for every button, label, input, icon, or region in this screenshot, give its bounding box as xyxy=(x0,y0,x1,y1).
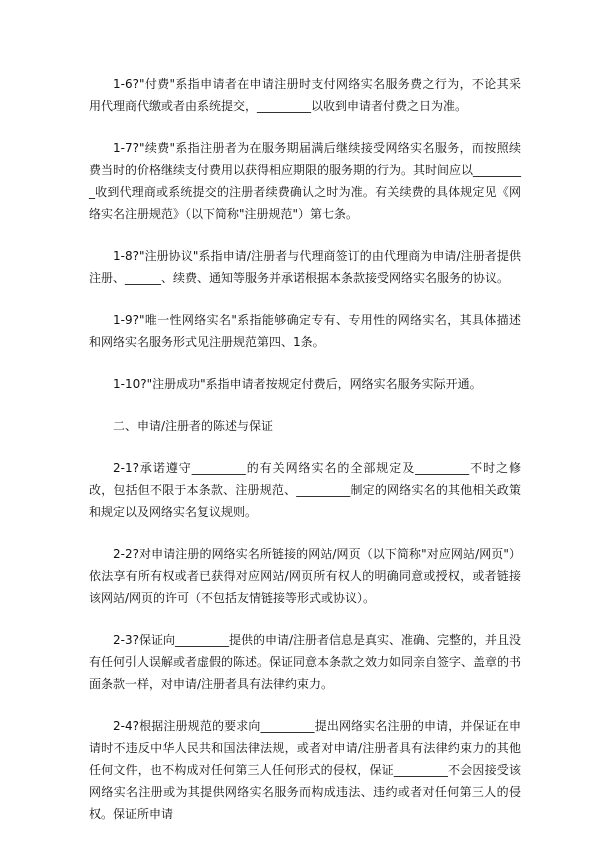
paragraph-1-6: 1-6?"付费"系指申请者在申请注册时支付网络实名服务费之行为，不论其采用代理商代缴或者由系统提交，_________以收到申请者付费之日为准。 xyxy=(89,77,521,113)
paragraph-1-7: 1-7?"续费"系指注册者为在服务期届满后继续接受网络实名服务，而按照续费当时的价格继续支付费用以获得相应期限的服务期的行为。其时间应以_________收到代理商或系统提交的注册者续费确认之时为准。有关续费的具体规定见《网络实名注册规范》（以下简称"注册规范"）第七条。 xyxy=(89,141,522,221)
paragraph-2-3: 2-3?保证向_________提供的申请/注册者信息是真实、准确、完整的，并且没有任何引人误解或者虚假的陈述。保证同意本条款之效力如同亲自签字、盖章的书面条款一样，对申请/注册者具有法律约束力。 xyxy=(89,633,522,691)
paragraph-1-8: 1-8?"注册协议"系指申请/注册者与代理商签订的由代理商为申请/注册者提供注册、______、续费、通知等服务并承诺根据本条款接受网络实名服务的协议。 xyxy=(89,249,521,285)
document-body xyxy=(89,73,521,845)
paragraph-2-4: 2-4?根据注册规范的要求向_________提出网络实名注册的申请，并保证在申请时不违反中华人民共和国法律法规，或者对申请/注册者具有法律约束力的其他任何文件，也不构成对任何第三人任何形式的侵权，保证_________不会因接受该网络实名注册或为其提供网络实名服务而构成违法、违约或者对任何第三人的侵权。保证所申请 xyxy=(89,719,521,821)
paragraph-1-9: 1-9?"唯一性网络实名"系指能够确定专有、专用性的网络实名，其具体描述和网络实名服务形式见注册规范第四、1条。 xyxy=(89,313,521,349)
paragraph-1-10: 1-10?"注册成功"系指申请者按规定付费后，网络实名服务实际开通。 xyxy=(113,377,482,391)
paragraph-2-2: 2-2?对申请注册的网络实名所链接的网站/网页（以下简称"对应网站/网页"）依法享有所有权或者已获得对应网站/网页所有权人的明确同意或授权，或者链接该网站/网页的许可（不包括友情链接等形式或协议）。 xyxy=(89,547,521,605)
section-heading-2: 二、申请/注册者的陈述与保证 xyxy=(113,419,274,433)
paragraph-2-1: 2-1?承诺遵守_________的有关网络实名的全部规定及_________不时之修改，包括但不限于本条款、注册规范、_________制定的网络实名的其他相关政策和规定以及网络实名复议规则。 xyxy=(89,461,521,519)
